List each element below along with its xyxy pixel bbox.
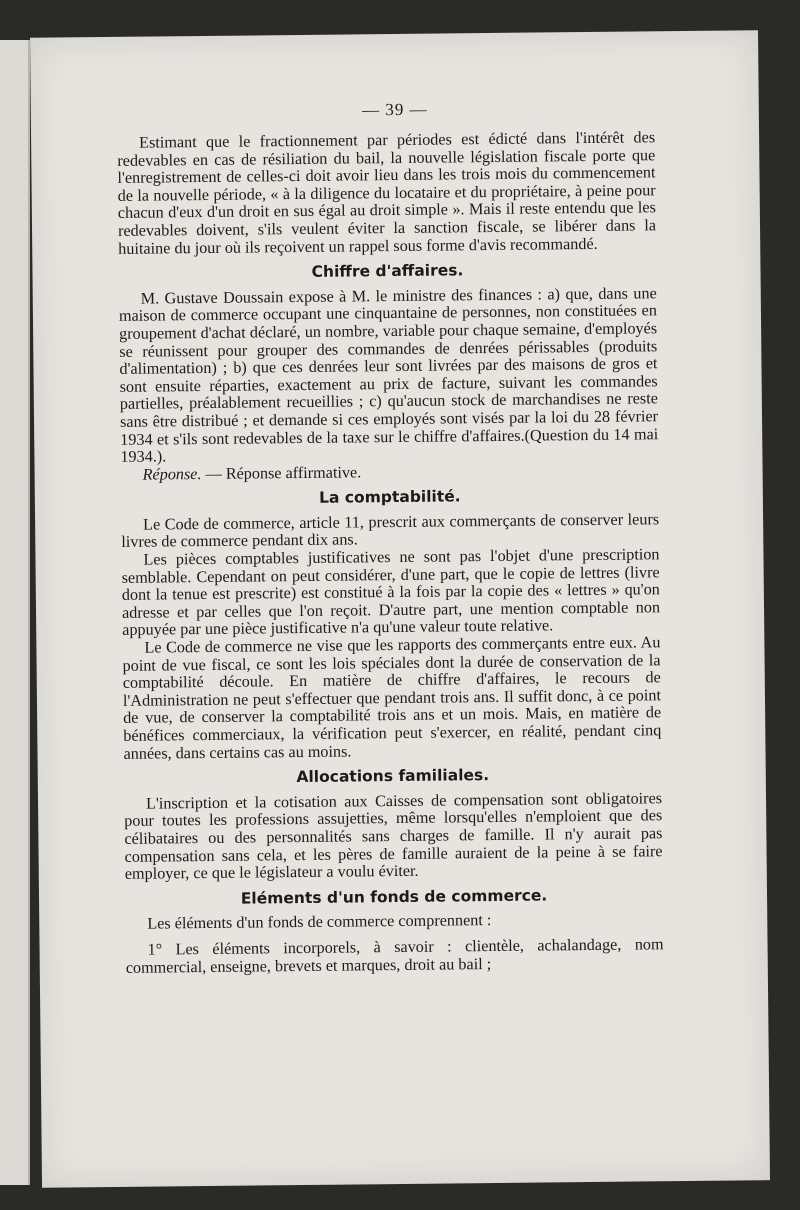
heading-chiffre-affaires: Chiffre d'affaires. (311, 261, 464, 282)
comptabilite-paragraph-1: Le Code de commerce, article 11, prescrit aux commerçants de conserver leurs livres de commerce pendant dix ans. (121, 510, 660, 552)
heading-fonds-de-commerce: Eléments d'un fonds de commerce. (240, 886, 548, 908)
intro-paragraph: Estimant que le fractionnement par périodes est édicté dans l'intérêt des redevables en cas de résiliation du bail, la nouvelle législation fiscale porte que l'enregistrement de celles-ci doit avoir lieu dans les trois mois du commencement de la nouvelle période, « à la diligence du locataire et du propriétaire, à peine pour chacun d'eux d'un droit en sus égal au droit simple ». Mais il reste entendu que les redevables doivent, s'ils veulent éviter la sanction fiscale, se libérer dans la huitaine du jour où ils reçoivent un rappel sous forme d'avis recommandé. (117, 128, 657, 258)
adjacent-page-edge (0, 40, 30, 1185)
allocations-paragraph: L'inscription et la cotisation aux Caisses de compensation sont obligatoires pour toutes les professions assujetties, même lorsqu'elles n'emploient que des célibataires ou des personnalités sans charges de famille. Il n'y aurait pas compensation sans cela, et les pères de famille auraient de la peine à se faire employer, ce que le législateur a voulu éviter. (124, 789, 663, 884)
question-paragraph: M. Gustave Doussain expose à M. le ministre des finances : a) que, dans une maison de commerce occupant une cinquantaine de personnes, non constituées en groupement d'achat déclaré, un nombre, variable pour chaque semaine, d'employés se réunissent pour grouper des commandes de denrées périssables (produits d'alimentation) ; b) que ces denrées leur sont livrées par des maisons de gros et sont ensuite réparties, exactement au prix de facture, suivant les commandes partielles, préalablement recueillies ; c) qu'aucun stock de marchandises ne reste sans être distribué ; et demande si ces employés sont visés par la loi du 28 février 1934 et s'ils sont redevables de la taxe sur le chiffre d'affaires.(Question du 14 mai 1934.). (118, 284, 659, 466)
heading-comptabilite: La comptabilité. (318, 487, 461, 508)
document-page (30, 30, 770, 1188)
response-paragraph (121, 461, 659, 484)
page-content (117, 129, 664, 977)
response-label: Réponse. (142, 464, 202, 484)
fonds-paragraph-1: Les éléments d'un fonds de commerce comprennent : (147, 911, 492, 933)
response-text: — Réponse affirmative. (205, 463, 362, 483)
page-number: — 39 — (361, 99, 428, 120)
comptabilite-paragraph-2: Les pièces comptables justificatives ne sont pas l'objet d'une prescription semblable. Cependant on peut considérer, d'une part, que le copie de lettres (livre dont la tenue est prescrite) est constitué à la fois par la copie des « lettres » qu'on adresse et par celles que l'on reçoit. D'autre part, une mention comptable non appuyée par une pièce justificative n'a qu'une valeur toute relative. (121, 545, 661, 640)
fonds-paragraph-2: 1° Les éléments incorporels, à savoir : clientèle, achalandage, nom commercial, enseigne, brevets et marques, droit au bail ; (125, 935, 664, 977)
heading-allocations-familiales: Allocations familiales. (296, 766, 490, 787)
comptabilite-paragraph-3: Le Code de commerce ne vise que les rapports des commerçants entre eux. Au point de vue fiscal, ce sont les lois spéciales dont la durée de conservation de la comptabilité découle. En matière de chiffre d'affaires, le recours de l'Administration ne peut s'effectuer que pendant trois ans. Il suffit donc, à ce point de vue, de conserver la comptabilité trois ans et un mois. Mais, en matière de bénéfices commerciaux, la vérification peut s'exercer, en réalité, pendant cinq années, dans certains cas au moins. (122, 633, 662, 763)
